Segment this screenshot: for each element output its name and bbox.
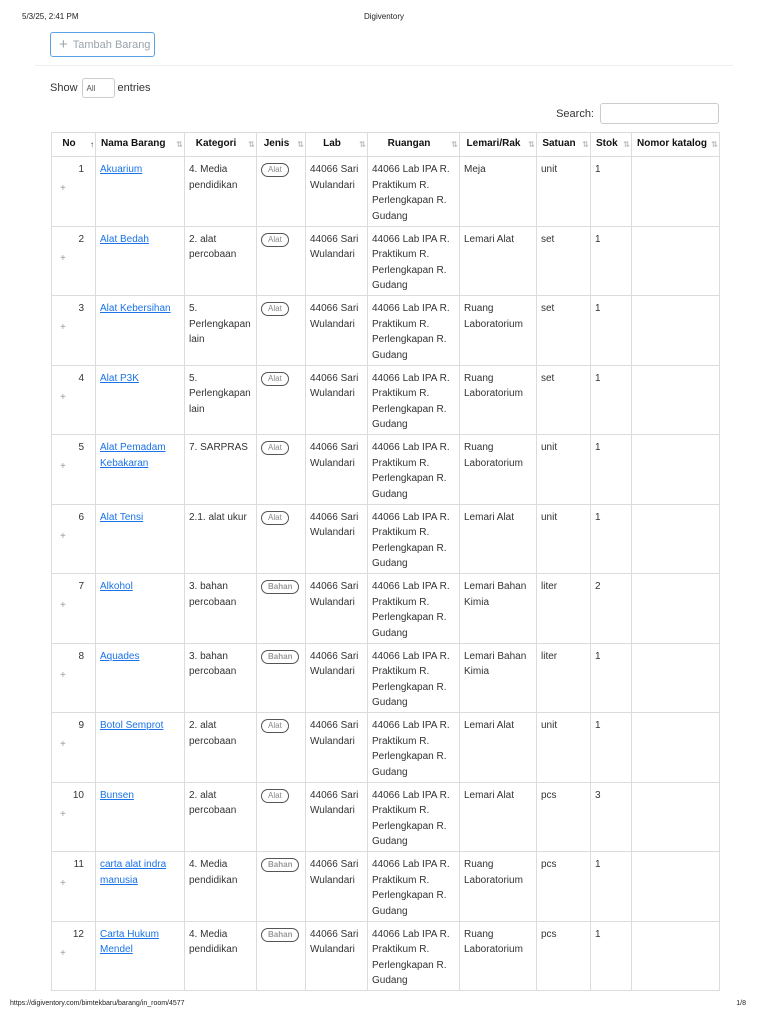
cell-no bbox=[52, 574, 96, 644]
cell-jenis bbox=[257, 504, 306, 574]
print-header bbox=[22, 10, 746, 24]
column-header-label: Lemari/Rak bbox=[466, 138, 521, 149]
cell-no bbox=[52, 921, 96, 991]
cell-ruangan: 44066 Lab IPA R. Praktikum R. Perlengkapan R. Gudang bbox=[368, 296, 460, 366]
cell-stok: 1 bbox=[591, 365, 632, 435]
cell-lab: 44066 Sari Wulandari bbox=[306, 643, 368, 713]
cell-stok: 1 bbox=[591, 157, 632, 227]
type-badge: Bahan bbox=[261, 858, 299, 872]
item-name-link[interactable]: Alat Pemadam Kebakaran bbox=[100, 442, 166, 469]
item-name-link[interactable]: carta alat indra manusia bbox=[100, 859, 167, 886]
cell-stok: 1 bbox=[591, 504, 632, 574]
cell-kategori: 7. SARPRAS bbox=[185, 435, 257, 505]
cell-lab: 44066 Sari Wulandari bbox=[306, 435, 368, 505]
column-header-label: Satuan bbox=[542, 138, 576, 149]
cell-no bbox=[52, 157, 96, 227]
cell-lab: 44066 Sari Wulandari bbox=[306, 157, 368, 227]
table-row bbox=[52, 643, 720, 713]
cell-lemari: Lemari Alat bbox=[460, 226, 537, 296]
cell-satuan: liter bbox=[537, 643, 591, 713]
cell-nama-barang bbox=[96, 782, 185, 852]
column-header-4[interactable] bbox=[306, 133, 368, 157]
cell-lemari: Ruang Laboratorium bbox=[460, 296, 537, 366]
cell-kategori: 5. Perlengkapan lain bbox=[185, 365, 257, 435]
row-number: 7 bbox=[78, 581, 84, 592]
row-number: 6 bbox=[78, 511, 84, 523]
search-label: Search: bbox=[556, 107, 594, 120]
cell-ruangan: 44066 Lab IPA R. Praktikum R. Perlengkapan R. Gudang bbox=[368, 365, 460, 435]
sort-icon: ⇅ bbox=[528, 140, 533, 149]
cell-ruangan: 44066 Lab IPA R. Praktikum R. Perlengkapan R. Gudang bbox=[368, 574, 460, 644]
type-badge: Bahan bbox=[261, 650, 299, 664]
cell-kategori: 2. alat percobaan bbox=[185, 226, 257, 296]
cell-katalog bbox=[632, 296, 720, 366]
cell-nama-barang bbox=[96, 157, 185, 227]
cell-stok: 2 bbox=[591, 574, 632, 644]
type-badge: Alat bbox=[261, 372, 289, 386]
row-number: 11 bbox=[73, 859, 84, 870]
cell-ruangan: 44066 Lab IPA R. Praktikum R. Perlengkapan R. Gudang bbox=[368, 435, 460, 505]
cell-lab: 44066 Sari Wulandari bbox=[306, 504, 368, 574]
cell-stok: 1 bbox=[591, 713, 632, 783]
row-number: 12 bbox=[72, 928, 84, 940]
item-name-link[interactable]: Bunsen bbox=[100, 789, 134, 801]
column-header-1[interactable] bbox=[96, 133, 185, 157]
sort-icon: ⇅ bbox=[297, 140, 302, 149]
cell-katalog bbox=[632, 435, 720, 505]
expand-row-icon[interactable]: + bbox=[60, 669, 66, 681]
cell-lemari: Lemari Alat bbox=[460, 782, 537, 852]
column-header-6[interactable] bbox=[460, 133, 537, 157]
column-header-label: Jenis bbox=[263, 138, 290, 149]
cell-kategori: 4. Media pendidikan bbox=[185, 921, 257, 991]
item-name-link[interactable]: Aquades bbox=[100, 650, 140, 662]
cell-lab: 44066 Sari Wulandari bbox=[306, 852, 368, 922]
expand-row-icon[interactable]: + bbox=[60, 808, 66, 820]
cell-lemari: Lemari Bahan Kimia bbox=[460, 643, 537, 713]
table-row bbox=[52, 435, 720, 505]
column-header-0[interactable] bbox=[52, 133, 96, 157]
column-header-2[interactable] bbox=[185, 133, 257, 157]
cell-nama-barang bbox=[96, 296, 185, 366]
cell-jenis bbox=[257, 365, 306, 435]
row-number: 9 bbox=[78, 720, 84, 731]
cell-katalog bbox=[632, 643, 720, 713]
cell-jenis bbox=[257, 574, 306, 644]
row-number: 4 bbox=[78, 372, 84, 384]
divider bbox=[35, 65, 733, 66]
type-badge: Bahan bbox=[261, 928, 299, 942]
cell-lemari: Ruang Laboratorium bbox=[460, 435, 537, 505]
cell-katalog bbox=[632, 365, 720, 435]
cell-lemari: Lemari Bahan Kimia bbox=[460, 574, 537, 644]
cell-ruangan: 44066 Lab IPA R. Praktikum R. Perlengkapan R. Gudang bbox=[368, 157, 460, 227]
cell-lab: 44066 Sari Wulandari bbox=[306, 365, 368, 435]
row-number: 10 bbox=[72, 789, 84, 801]
table-row bbox=[52, 157, 720, 227]
column-header-5[interactable] bbox=[368, 133, 460, 157]
item-name-link[interactable]: Alat P3K bbox=[100, 372, 139, 384]
cell-satuan: set bbox=[537, 296, 591, 366]
cell-stok: 1 bbox=[591, 435, 632, 505]
expand-row-icon[interactable]: + bbox=[60, 391, 66, 403]
cell-no bbox=[52, 365, 96, 435]
table-row bbox=[52, 782, 720, 852]
item-name-link[interactable]: Alat Tensi bbox=[100, 511, 144, 523]
table-row bbox=[52, 713, 720, 783]
cell-nama-barang bbox=[96, 504, 185, 574]
expand-row-icon[interactable]: + bbox=[60, 947, 66, 959]
add-item-button[interactable] bbox=[50, 32, 155, 57]
cell-kategori: 5. Perlengkapan lain bbox=[185, 296, 257, 366]
cell-stok: 1 bbox=[591, 296, 632, 366]
cell-lemari: Meja bbox=[460, 157, 537, 227]
length-control bbox=[50, 78, 151, 98]
column-header-label: Nomor katalog bbox=[637, 138, 708, 149]
sort-icon: ⇅ bbox=[623, 140, 628, 149]
cell-no bbox=[52, 504, 96, 574]
cell-jenis bbox=[257, 226, 306, 296]
expand-row-icon[interactable]: + bbox=[60, 183, 66, 194]
row-number: 5 bbox=[78, 442, 84, 453]
type-badge: Alat bbox=[261, 789, 289, 803]
cell-nama-barang bbox=[96, 574, 185, 644]
expand-row-icon[interactable]: + bbox=[60, 878, 66, 889]
table-row bbox=[52, 852, 720, 922]
cell-stok: 1 bbox=[591, 643, 632, 713]
cell-lab: 44066 Sari Wulandari bbox=[306, 296, 368, 366]
cell-katalog bbox=[632, 504, 720, 574]
cell-satuan: unit bbox=[537, 157, 591, 227]
cell-nama-barang bbox=[96, 226, 185, 296]
cell-satuan: pcs bbox=[537, 782, 591, 852]
sort-icon: ⇅ bbox=[711, 140, 716, 149]
table-body bbox=[52, 157, 720, 991]
type-badge: Alat bbox=[261, 441, 289, 455]
cell-jenis bbox=[257, 296, 306, 366]
entries-select-value: All bbox=[86, 83, 96, 93]
cell-nama-barang bbox=[96, 852, 185, 922]
type-badge: Alat bbox=[261, 511, 289, 525]
cell-nama-barang bbox=[96, 643, 185, 713]
cell-satuan: unit bbox=[537, 504, 591, 574]
entries-select[interactable] bbox=[82, 78, 115, 98]
cell-kategori: 2. alat percobaan bbox=[185, 713, 257, 783]
cell-jenis bbox=[257, 713, 306, 783]
cell-ruangan: 44066 Lab IPA R. Praktikum R. Perlengkapan R. Gudang bbox=[368, 852, 460, 922]
cell-nama-barang bbox=[96, 921, 185, 991]
print-footer bbox=[10, 1000, 746, 1010]
cell-lab: 44066 Sari Wulandari bbox=[306, 782, 368, 852]
sort-icon: ⇅ bbox=[582, 140, 587, 149]
search-input[interactable] bbox=[600, 103, 719, 124]
cell-katalog bbox=[632, 852, 720, 922]
cell-no bbox=[52, 435, 96, 505]
column-header-8[interactable] bbox=[591, 133, 632, 157]
cell-lemari: Lemari Alat bbox=[460, 713, 537, 783]
cell-no bbox=[52, 643, 96, 713]
cell-katalog bbox=[632, 157, 720, 227]
column-header-label: No bbox=[62, 138, 76, 149]
item-name-link[interactable]: Botol Semprot bbox=[100, 720, 164, 731]
cell-satuan: set bbox=[537, 365, 591, 435]
table-row bbox=[52, 365, 720, 435]
cell-kategori: 3. bahan percobaan bbox=[185, 574, 257, 644]
column-header-label: Lab bbox=[323, 138, 341, 149]
expand-row-icon[interactable]: + bbox=[60, 461, 66, 472]
column-header-label: Kategori bbox=[195, 138, 237, 149]
cell-ruangan: 44066 Lab IPA R. Praktikum R. Perlengkapan R. Gudang bbox=[368, 504, 460, 574]
type-badge: Bahan bbox=[261, 580, 299, 594]
cell-lemari: Lemari Alat bbox=[460, 504, 537, 574]
cell-satuan: unit bbox=[537, 435, 591, 505]
cell-ruangan: 44066 Lab IPA R. Praktikum R. Perlengkapan R. Gudang bbox=[368, 782, 460, 852]
table-row bbox=[52, 921, 720, 991]
cell-ruangan: 44066 Lab IPA R. Praktikum R. Perlengkapan R. Gudang bbox=[368, 226, 460, 296]
cell-no bbox=[52, 852, 96, 922]
sort-icon: ⇅ bbox=[176, 140, 181, 149]
cell-jenis bbox=[257, 782, 306, 852]
sort-icon: ⇅ bbox=[248, 140, 253, 149]
expand-row-icon[interactable]: + bbox=[60, 322, 66, 333]
item-name-link[interactable]: Alat Bedah bbox=[100, 233, 149, 245]
column-header-3[interactable] bbox=[257, 133, 306, 157]
row-number: 2 bbox=[78, 233, 84, 245]
column-header-9[interactable] bbox=[632, 133, 720, 157]
item-name-link[interactable]: Alkohol bbox=[100, 581, 133, 592]
cell-stok: 3 bbox=[591, 782, 632, 852]
cell-katalog bbox=[632, 782, 720, 852]
column-header-label: Ruangan bbox=[387, 138, 431, 149]
cell-lemari: Ruang Laboratorium bbox=[460, 921, 537, 991]
expand-row-icon[interactable]: + bbox=[60, 530, 66, 542]
table-header-row bbox=[52, 133, 720, 157]
cell-no bbox=[52, 226, 96, 296]
table-row bbox=[52, 504, 720, 574]
cell-jenis bbox=[257, 435, 306, 505]
row-number: 3 bbox=[78, 303, 84, 314]
print-page-number: 1/8 bbox=[736, 1000, 746, 1007]
cell-kategori: 4. Media pendidikan bbox=[185, 852, 257, 922]
type-badge: Alat bbox=[261, 719, 289, 733]
item-name-link[interactable]: Alat Kebersihan bbox=[100, 303, 171, 314]
cell-stok: 1 bbox=[591, 852, 632, 922]
cell-lab: 44066 Sari Wulandari bbox=[306, 713, 368, 783]
items-table bbox=[51, 132, 720, 991]
cell-nama-barang bbox=[96, 713, 185, 783]
cell-lemari: Ruang Laboratorium bbox=[460, 852, 537, 922]
sort-asc-icon: ↑ bbox=[90, 140, 92, 149]
cell-lab: 44066 Sari Wulandari bbox=[306, 226, 368, 296]
row-number: 1 bbox=[78, 164, 84, 175]
entries-label: entries bbox=[117, 82, 151, 94]
table-row bbox=[52, 296, 720, 366]
cell-satuan: pcs bbox=[537, 852, 591, 922]
cell-jenis bbox=[257, 921, 306, 991]
cell-jenis bbox=[257, 157, 306, 227]
column-header-label: Stok bbox=[596, 138, 618, 149]
cell-satuan: set bbox=[537, 226, 591, 296]
table-row bbox=[52, 226, 720, 296]
expand-row-icon[interactable]: + bbox=[60, 252, 66, 264]
cell-satuan: unit bbox=[537, 713, 591, 783]
column-header-7[interactable] bbox=[537, 133, 591, 157]
cell-kategori: 3. bahan percobaan bbox=[185, 643, 257, 713]
cell-katalog bbox=[632, 921, 720, 991]
cell-no bbox=[52, 713, 96, 783]
table-row bbox=[52, 574, 720, 644]
cell-jenis bbox=[257, 643, 306, 713]
sort-icon: ⇅ bbox=[359, 140, 364, 149]
print-title: Digiventory bbox=[363, 12, 404, 21]
cell-lab: 44066 Sari Wulandari bbox=[306, 921, 368, 991]
cell-nama-barang bbox=[96, 365, 185, 435]
expand-row-icon[interactable]: + bbox=[60, 600, 66, 611]
cell-ruangan: 44066 Lab IPA R. Praktikum R. Perlengkapan R. Gudang bbox=[368, 643, 460, 713]
add-item-label: Tambah Barang bbox=[72, 38, 151, 51]
cell-katalog bbox=[632, 574, 720, 644]
sort-icon: ⇅ bbox=[451, 140, 456, 149]
cell-no bbox=[52, 782, 96, 852]
row-number: 8 bbox=[78, 650, 84, 662]
cell-satuan: pcs bbox=[537, 921, 591, 991]
cell-kategori: 2.1. alat ukur bbox=[185, 504, 257, 574]
cell-lemari: Ruang Laboratorium bbox=[460, 365, 537, 435]
plus-icon: + bbox=[59, 36, 68, 53]
cell-stok: 1 bbox=[591, 226, 632, 296]
cell-satuan: liter bbox=[537, 574, 591, 644]
column-header-label: Nama Barang bbox=[101, 138, 166, 149]
print-url: https://digiventory.com/bimtekbaru/barang/in_room/4577 bbox=[10, 1000, 185, 1007]
type-badge: Alat bbox=[261, 302, 289, 316]
search-control bbox=[556, 103, 719, 124]
cell-ruangan: 44066 Lab IPA R. Praktikum R. Perlengkapan R. Gudang bbox=[368, 713, 460, 783]
cell-ruangan: 44066 Lab IPA R. Praktikum R. Perlengkapan R. Gudang bbox=[368, 921, 460, 991]
cell-kategori: 2. alat percobaan bbox=[185, 782, 257, 852]
type-badge: Alat bbox=[261, 163, 289, 177]
expand-row-icon[interactable]: + bbox=[60, 739, 66, 750]
cell-jenis bbox=[257, 852, 306, 922]
cell-no bbox=[52, 296, 96, 366]
show-label: Show bbox=[50, 82, 78, 94]
cell-lab: 44066 Sari Wulandari bbox=[306, 574, 368, 644]
print-datetime: 5/3/25, 2:41 PM bbox=[22, 12, 79, 21]
cell-kategori: 4. Media pendidikan bbox=[185, 157, 257, 227]
item-name-link[interactable]: Carta Hukum Mendel bbox=[100, 928, 159, 955]
cell-katalog bbox=[632, 713, 720, 783]
item-name-link[interactable]: Akuarium bbox=[100, 164, 143, 175]
type-badge: Alat bbox=[261, 233, 289, 247]
cell-stok: 1 bbox=[591, 921, 632, 991]
cell-katalog bbox=[632, 226, 720, 296]
cell-nama-barang bbox=[96, 435, 185, 505]
